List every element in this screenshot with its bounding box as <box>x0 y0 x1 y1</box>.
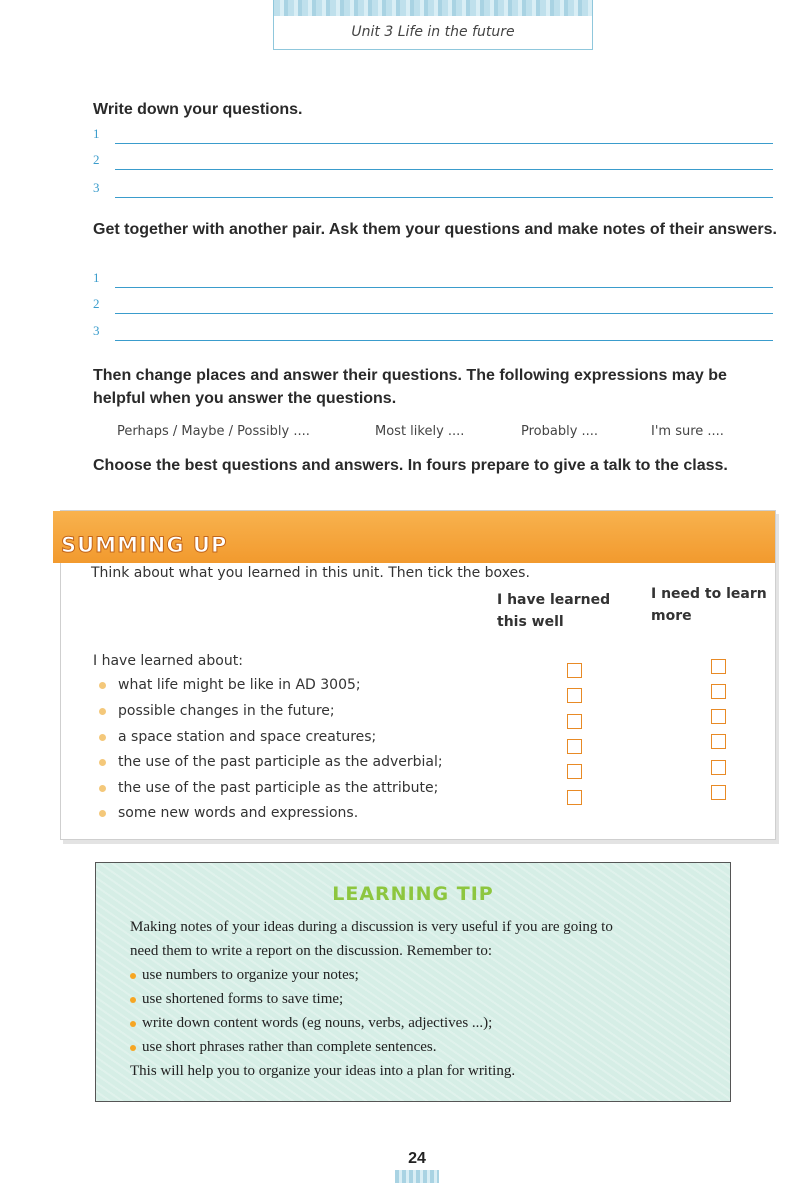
page-number-decorative-band <box>395 1170 439 1183</box>
bullet-icon <box>130 1021 136 1027</box>
summing-up-intro: Think about what you learned in this unit. Then tick the boxes. <box>91 565 530 581</box>
checkbox-need-6[interactable] <box>711 785 726 800</box>
line-number: 3 <box>93 323 100 338</box>
summing-item: what life might be like in AD 3005; <box>99 677 361 693</box>
answer-line-1[interactable] <box>93 270 773 290</box>
expression-im-sure: I'm sure .... <box>651 424 724 439</box>
line-number: 2 <box>93 152 100 167</box>
page-number-tab <box>395 1148 439 1183</box>
question-line-3[interactable] <box>93 180 773 200</box>
expression-probably: Probably .... <box>521 424 599 439</box>
bullet-icon <box>99 708 106 715</box>
summing-up-header-bar <box>53 511 775 563</box>
tip-intro-line-1: Making notes of your ideas during a discussion is very useful if you are going to <box>130 919 613 935</box>
learning-tip-panel <box>95 862 731 1102</box>
instruction-choose-best: Choose the best questions and answers. In fours prepare to give a talk to the class. <box>93 457 728 474</box>
writing-rule <box>115 197 773 198</box>
tip-closing-line: This will help you to organize your ideas into a plan for writing. <box>130 1063 516 1079</box>
bullet-icon <box>130 997 136 1003</box>
bullet-icon <box>99 785 106 792</box>
bullet-icon <box>99 682 106 689</box>
summing-up-panel <box>60 510 776 840</box>
tip-item: use shortened forms to save time; <box>130 991 343 1008</box>
checkbox-learned-4[interactable] <box>567 739 582 754</box>
line-number: 2 <box>93 296 100 311</box>
bullet-icon <box>130 1045 136 1051</box>
question-line-2[interactable] <box>93 152 773 172</box>
header-decorative-band <box>274 0 592 16</box>
summing-up-title: SUMMING UP <box>61 533 228 557</box>
question-line-1[interactable] <box>93 126 773 146</box>
writing-rule <box>115 313 773 314</box>
answer-line-3[interactable] <box>93 323 773 343</box>
unit-title: Unit 3 Life in the future <box>351 24 515 40</box>
instruction-change-places: Then change places and answer their questions. The following expressions may be helpful when you answer the questions. <box>93 367 727 407</box>
learned-about-label: I have learned about: <box>93 653 243 669</box>
bullet-icon <box>99 810 106 817</box>
tip-intro-line-2: need them to write a report on the discussion. Remember to: <box>130 943 492 959</box>
line-number: 3 <box>93 180 100 195</box>
page-number: 24 <box>408 1150 426 1167</box>
writing-rule <box>115 143 773 144</box>
bullet-icon <box>130 973 136 979</box>
line-number: 1 <box>93 270 100 285</box>
summing-item: possible changes in the future; <box>99 703 335 719</box>
summing-item: the use of the past participle as the adverbial; <box>99 754 443 770</box>
helpful-expressions <box>117 424 757 444</box>
line-number: 1 <box>93 126 100 141</box>
learning-tip-title: LEARNING TIP <box>332 883 494 905</box>
expression-most-likely: Most likely .... <box>375 424 465 439</box>
column-learned-well: I have learned this well <box>497 592 611 630</box>
checkbox-learned-6[interactable] <box>567 790 582 805</box>
checkbox-learned-1[interactable] <box>567 663 582 678</box>
checkbox-learned-3[interactable] <box>567 714 582 729</box>
checkbox-need-5[interactable] <box>711 760 726 775</box>
checkbox-need-4[interactable] <box>711 734 726 749</box>
writing-rule <box>115 169 773 170</box>
summing-item: a space station and space creatures; <box>99 729 376 745</box>
bullet-icon <box>99 759 106 766</box>
tip-item: write down content words (eg nouns, verbs, adjectives ...); <box>130 1015 492 1032</box>
checkbox-learned-5[interactable] <box>567 764 582 779</box>
tip-item: use numbers to organize your notes; <box>130 967 359 984</box>
bullet-icon <box>99 734 106 741</box>
tip-item: use short phrases rather than complete sentences. <box>130 1039 436 1056</box>
checkbox-need-2[interactable] <box>711 684 726 699</box>
unit-header-tab <box>273 0 593 50</box>
instruction-write-questions: Write down your questions. <box>93 101 303 118</box>
checkbox-need-3[interactable] <box>711 709 726 724</box>
writing-rule <box>115 287 773 288</box>
summing-item: some new words and expressions. <box>99 805 358 821</box>
column-need-to-learn: I need to learn more <box>651 586 767 624</box>
instruction-get-together: Get together with another pair. Ask them your questions and make notes of their answers. <box>93 221 777 238</box>
checkbox-learned-2[interactable] <box>567 688 582 703</box>
writing-rule <box>115 340 773 341</box>
checkbox-need-1[interactable] <box>711 659 726 674</box>
expression-perhaps: Perhaps / Maybe / Possibly .... <box>117 424 310 439</box>
answer-line-2[interactable] <box>93 296 773 316</box>
summing-item: the use of the past participle as the attribute; <box>99 780 438 796</box>
